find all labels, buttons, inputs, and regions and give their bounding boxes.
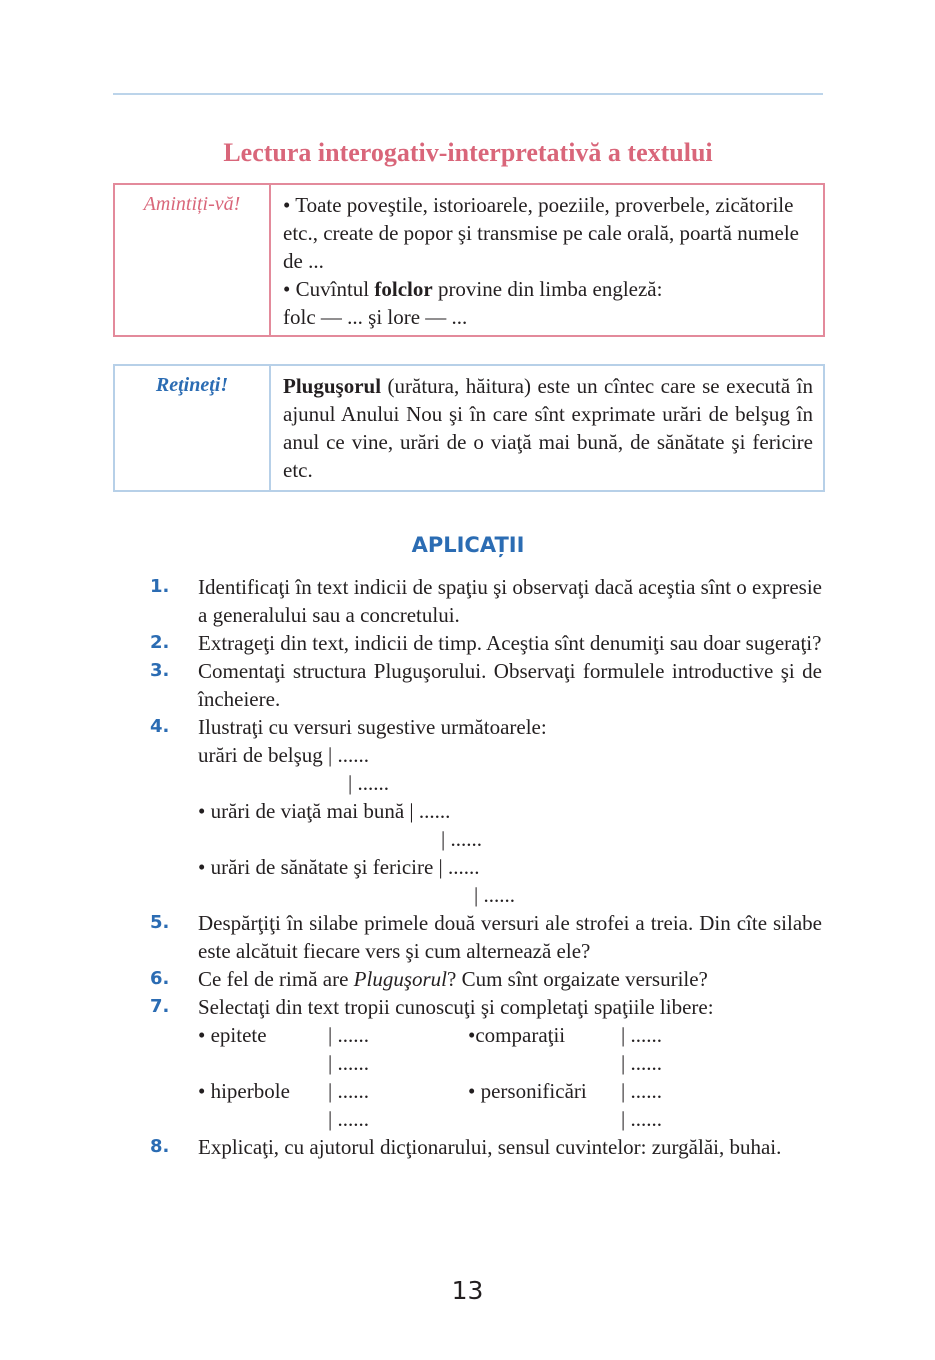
remember-label: Amintiți-vă! xyxy=(115,185,271,335)
item-text: Selectaţi din text tropii cunoscuţi şi completaţi spaţiile libere: xyxy=(198,995,714,1019)
item-text: Identificaţi în text indicii de spaţiu şi observaţi dacă aceştia sînt o expresie a generalului sau a concretului. xyxy=(198,575,822,627)
item-text: Ilustraţi cu versuri sugestive următoarele: xyxy=(198,715,547,739)
remember-box xyxy=(113,183,825,337)
epitete-label: • epitete xyxy=(198,1023,267,1047)
blank-line: | ...... xyxy=(328,1023,369,1047)
item-number: 7. xyxy=(150,996,170,1017)
item-text: Despărţiţi în silabe primele două versuri ale strofei a treia. Din cîte silabe este alcătuit fiecare vers şi cum alternează ele? xyxy=(198,911,822,963)
item-number: 4. xyxy=(150,716,170,737)
section-title: Lectura interogativ-interpretativă a textului xyxy=(223,138,713,167)
personificari-label: • personificări xyxy=(468,1079,587,1103)
remember-bullet-1: • Toate poveştile, istorioarele, poeziile, proverbele, zicătorile etc., create de popor şi transmise pe cale orală, poartă numele de ... xyxy=(283,193,800,273)
item-number: 5. xyxy=(150,912,170,933)
verse-blank: | ...... xyxy=(474,883,515,907)
applications-list xyxy=(150,573,822,1161)
folclor-term: folclor xyxy=(374,277,433,301)
verse-blank: | ...... xyxy=(441,827,482,851)
item-number: 6. xyxy=(150,968,170,989)
top-divider xyxy=(113,93,823,95)
item-text-suffix: ? Cum sînt orgaizate versurile? xyxy=(447,967,708,991)
verse-line: • urări de sănătate şi fericire | ...... xyxy=(198,855,480,879)
verse-line xyxy=(198,825,822,853)
item-text-prefix: Ce fel de rimă are xyxy=(198,967,354,991)
verse-line: • urări de viaţă mai bună | ...... xyxy=(198,799,451,823)
blank-line: | ...... xyxy=(328,1051,369,1075)
tropes-row xyxy=(198,1021,822,1049)
retain-label: Reţineţi! xyxy=(115,366,271,490)
blank-line: | ...... xyxy=(621,1079,662,1103)
item-text: Explicaţi, cu ajutorul dicţionarului, sensul cuvintelor: zurgălăi, buhai. xyxy=(198,1135,782,1159)
list-item xyxy=(150,909,822,965)
blank-line: | ...... xyxy=(621,1107,662,1131)
list-item xyxy=(150,629,822,657)
retain-body xyxy=(271,366,823,490)
list-item xyxy=(150,657,822,713)
item-content xyxy=(198,993,822,1133)
verse-line xyxy=(198,769,822,797)
item-text: Extrageţi din text, indicii de timp. Aceştia sînt denumiţi sau doar sugeraţi? xyxy=(198,631,822,655)
list-item xyxy=(150,573,822,629)
verse-line: urări de belşug | ...... xyxy=(198,743,369,767)
list-item xyxy=(150,965,822,993)
item-number: 1. xyxy=(150,576,170,597)
blank-line: | ...... xyxy=(328,1107,369,1131)
bullet-2-prefix: • Cuvîntul xyxy=(283,277,375,301)
item-text xyxy=(198,965,822,993)
plugusorul-title: Pluguşorul xyxy=(353,967,448,991)
bullet-2-suffix: provine din limba engleză: xyxy=(432,277,663,301)
comparatii-label: •comparaţii xyxy=(468,1023,566,1047)
plugusorul-term: Pluguşorul xyxy=(283,374,382,398)
remember-bullet-2 xyxy=(283,275,813,303)
blank-line: | ...... xyxy=(328,1079,369,1103)
retain-box xyxy=(113,364,825,492)
tropes-row xyxy=(198,1105,822,1133)
tropes-row xyxy=(198,1049,822,1077)
tropes-row xyxy=(198,1077,822,1105)
blank-line: | ...... xyxy=(621,1023,662,1047)
plugusorul-definition: (urătura, hăitura) este un cîntec care se execută în ajunul Anului Nou şi în care sînt exprimate urări de belşug în anul ce vine, urări de o viaţă mai bună, de sănătate şi fericire etc. xyxy=(283,374,813,482)
page-number: 13 xyxy=(451,1276,484,1305)
list-item xyxy=(150,993,822,1133)
item-number: 3. xyxy=(150,660,170,681)
list-item xyxy=(150,713,822,909)
verse-line xyxy=(198,881,822,909)
list-item xyxy=(150,1133,822,1161)
item-content xyxy=(198,713,822,909)
item-text: Comentaţi structura Pluguşorului. Observaţi formulele introductive şi de încheiere. xyxy=(198,659,822,711)
applications-heading: APLICAȚII xyxy=(411,533,525,557)
blank-line: | ...... xyxy=(621,1051,662,1075)
item-number: 8. xyxy=(150,1136,170,1157)
remember-bullet-2-line2: folc — ... şi lore — ... xyxy=(283,305,468,329)
item-number: 2. xyxy=(150,632,170,653)
remember-body xyxy=(271,185,823,335)
hiperbole-label: • hiperbole xyxy=(198,1079,290,1103)
verse-blank: | ...... xyxy=(348,771,389,795)
